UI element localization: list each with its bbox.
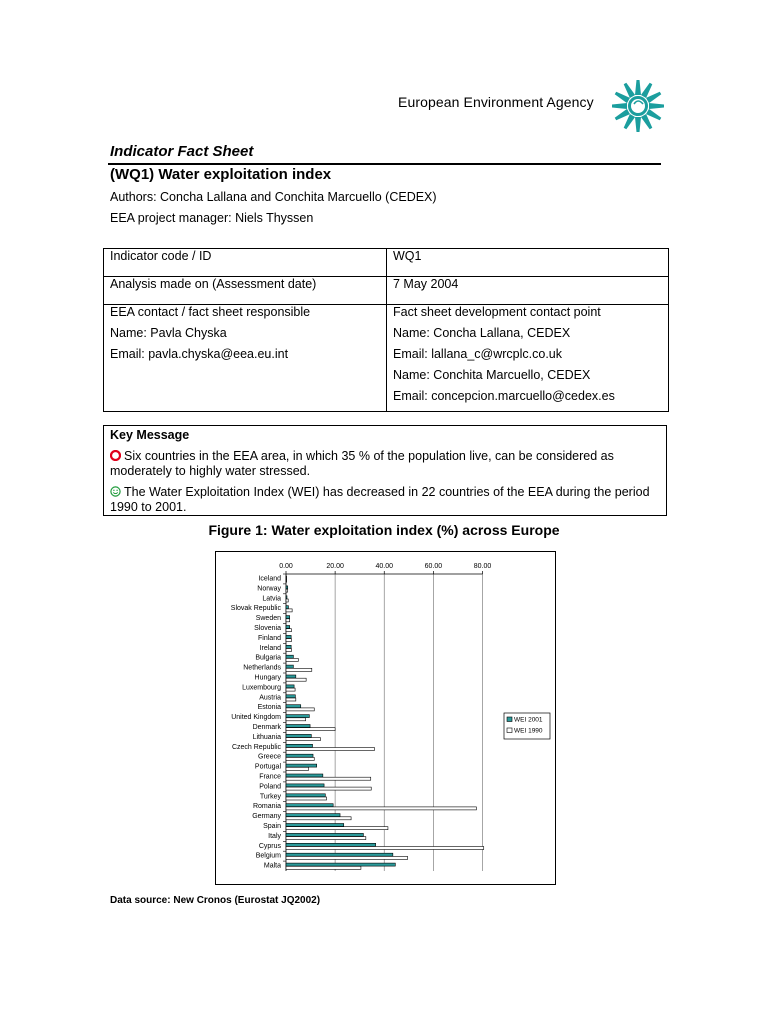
bar-wei-1990	[286, 668, 312, 671]
y-category-label: Finland	[258, 634, 281, 642]
y-category-label: Italy	[268, 832, 281, 840]
y-category-label: Czech Republic	[231, 743, 281, 751]
table-cell	[387, 249, 669, 277]
figure-caption: Figure 1: Water exploitation index (%) across Europe	[208, 522, 560, 538]
chart-frame	[215, 551, 556, 885]
bar-wei-2001	[286, 853, 393, 856]
y-category-label: Spain	[263, 823, 281, 830]
bar-wei-1990	[286, 728, 335, 731]
bar-wei-1990	[286, 678, 306, 681]
key-message-1	[110, 449, 650, 479]
bar-wei-2001	[286, 804, 333, 807]
wei-bar-chart	[216, 552, 555, 884]
bar-wei-2001	[286, 655, 293, 658]
dev-contact-label: Fact sheet development contact point	[393, 305, 601, 319]
bar-wei-2001	[286, 824, 344, 827]
x-tick-label: 60.00	[424, 563, 443, 570]
bar-wei-1990	[286, 817, 351, 820]
dev-contact-name-2: Name: Conchita Marcuello, CEDEX	[393, 368, 591, 382]
y-category-label: Malta	[263, 862, 281, 870]
table-cell	[387, 277, 669, 305]
logo-ray	[635, 80, 641, 95]
bar-wei-2001	[286, 626, 290, 629]
bar-wei-1990	[286, 698, 296, 701]
bar-wei-2001	[286, 705, 301, 708]
bar-wei-1990	[286, 767, 309, 770]
y-category-label: France	[259, 773, 281, 781]
bar-wei-2001	[286, 596, 287, 599]
bar-wei-1990	[286, 748, 374, 751]
legend-swatch	[507, 728, 512, 733]
analysis-date-label: Analysis made on (Assessment date)	[110, 277, 317, 291]
page-title: (WQ1) Water exploitation index	[110, 166, 332, 183]
y-category-label: Slovak Republic	[230, 605, 281, 613]
bar-wei-1990	[286, 639, 291, 642]
bar-wei-1990	[286, 609, 292, 612]
project-manager-line: EEA project manager: Niels Thyssen	[110, 211, 314, 225]
key-message-title: Key Message	[110, 428, 190, 442]
key-message-2-text: The Water Exploitation Index (WEI) has decreased in 22 countries of the EEA during the period 1990 to 2001.	[110, 485, 650, 514]
data-source: Data source: New Cronos (Eurostat JQ2002)	[110, 895, 321, 906]
y-category-label: Bulgaria	[255, 654, 281, 662]
bar-wei-2001	[286, 616, 290, 619]
key-message-1-text: Six countries in the EEA area, in which 35 % of the population live, can be considered as moderately to highly water stressed.	[110, 449, 614, 478]
table-cell	[104, 277, 387, 305]
logo-center	[630, 98, 647, 115]
logo-ray	[612, 103, 627, 109]
y-category-label: Sweden	[255, 615, 281, 623]
legend-label: WEI 2001	[514, 716, 543, 724]
y-category-label: Slovenia	[254, 625, 281, 632]
bar-wei-1990	[286, 658, 298, 661]
bar-wei-1990	[286, 866, 361, 869]
bar-wei-1990	[286, 738, 320, 741]
dev-contact-email-1: Email: lallana_c@wrcplc.co.uk	[393, 347, 563, 361]
organization-name: European Environment Agency	[398, 94, 594, 110]
x-tick-label: 0.00	[279, 563, 293, 570]
table-row	[104, 277, 669, 305]
logo-ray	[649, 103, 664, 109]
bar-wei-1990	[286, 807, 476, 810]
eea-contact-name: Name: Pavla Chyska	[110, 326, 227, 340]
table-cell	[104, 249, 387, 277]
bar-wei-2001	[286, 635, 291, 638]
eea-contact-email: Email: pavla.chyska@eea.eu.int	[110, 347, 289, 361]
y-category-label: Denmark	[252, 724, 281, 731]
y-category-label: Norway	[257, 585, 281, 593]
bar-wei-2001	[286, 794, 325, 797]
bar-wei-1990	[286, 688, 295, 691]
logo-ray	[635, 117, 641, 132]
y-category-label: Romania	[252, 803, 281, 811]
table-row	[104, 305, 669, 412]
table-row	[104, 249, 669, 277]
bar-wei-1990	[286, 619, 290, 622]
key-message-box	[103, 425, 667, 516]
indicator-code-value: WQ1	[393, 249, 422, 263]
bar-wei-2001	[286, 695, 295, 698]
bar-wei-2001	[286, 685, 294, 688]
bar-wei-1990	[286, 649, 291, 652]
bar-wei-2001	[286, 675, 296, 678]
smiley-icon	[110, 486, 121, 497]
table-cell	[104, 305, 387, 412]
document-type: Indicator Fact Sheet	[110, 143, 254, 160]
bar-wei-1990	[286, 847, 484, 850]
x-tick-label: 80.00	[473, 563, 492, 570]
bar-wei-1990	[286, 599, 288, 602]
y-category-label: Hungary	[254, 674, 281, 682]
bar-wei-2001	[286, 784, 324, 787]
bar-wei-1990	[286, 708, 314, 711]
dev-contact-email-2: Email: concepcion.marcuello@cedex.es	[393, 389, 615, 403]
y-category-label: Netherlands	[243, 664, 281, 672]
bar-wei-2001	[286, 744, 313, 747]
bar-wei-1990	[286, 856, 408, 859]
bar-wei-1990	[286, 827, 388, 830]
bar-wei-2001	[286, 645, 291, 648]
bar-wei-1990	[286, 777, 371, 780]
bar-wei-2001	[286, 576, 287, 579]
bar-wei-2001	[286, 764, 317, 767]
bar-wei-1990	[286, 797, 327, 800]
bar-wei-2001	[286, 814, 340, 817]
bar-wei-2001	[286, 586, 288, 589]
bar-wei-2001	[286, 843, 376, 846]
bar-wei-1990	[286, 757, 314, 760]
key-message-2	[110, 485, 650, 515]
indicator-code-label: Indicator code / ID	[110, 249, 212, 263]
y-category-label: Iceland	[258, 575, 281, 583]
y-category-label: Latvia	[262, 595, 281, 603]
dev-contact-name-1: Name: Concha Lallana, CEDEX	[393, 326, 571, 340]
eea-logo-icon	[610, 78, 666, 134]
title-rule	[108, 163, 661, 165]
bar-wei-2001	[286, 863, 395, 866]
bar-wei-1990	[286, 837, 366, 840]
y-category-label: Ireland	[259, 644, 281, 652]
analysis-date-value: 7 May 2004	[393, 277, 459, 291]
bar-wei-2001	[286, 606, 288, 609]
y-category-label: Germany	[252, 813, 281, 821]
y-category-label: Austria	[259, 694, 281, 702]
bar-wei-2001	[286, 715, 309, 718]
info-table	[103, 248, 669, 412]
bar-wei-1990	[286, 629, 291, 632]
bar-wei-1990	[286, 787, 371, 790]
bar-wei-1990	[286, 589, 288, 592]
warning-circle-icon	[110, 450, 121, 461]
authors-line: Authors: Concha Lallana and Conchita Marcuello (CEDEX)	[110, 190, 437, 204]
y-category-label: Portugal	[254, 763, 281, 771]
y-category-label: Luxembourg	[242, 684, 281, 692]
eea-contact-label: EEA contact / fact sheet responsible	[110, 305, 311, 319]
y-category-label: Turkey	[259, 793, 281, 801]
y-category-label: Poland	[259, 783, 281, 791]
chart-legend	[504, 713, 550, 739]
y-category-label: Belgium	[255, 852, 281, 860]
bar-wei-2001	[286, 754, 313, 757]
x-tick-label: 20.00	[326, 563, 344, 570]
y-category-label: United Kingdom	[231, 714, 281, 722]
bar-wei-2001	[286, 833, 363, 836]
x-tick-label: 40.00	[375, 563, 394, 570]
y-category-label: Greece	[258, 753, 281, 761]
table-cell	[387, 305, 669, 412]
legend-swatch	[507, 717, 512, 722]
bar-wei-1990	[286, 579, 287, 582]
y-category-label: Estonia	[257, 704, 281, 712]
bar-wei-2001	[286, 665, 293, 668]
bar-wei-2001	[286, 734, 311, 737]
bar-wei-2001	[286, 725, 310, 728]
bar-wei-1990	[286, 718, 306, 721]
legend-label: WEI 1990	[514, 727, 543, 735]
bar-wei-2001	[286, 774, 323, 777]
y-category-label: Cyprus	[258, 842, 281, 850]
y-category-label: Lithuania	[252, 733, 281, 741]
